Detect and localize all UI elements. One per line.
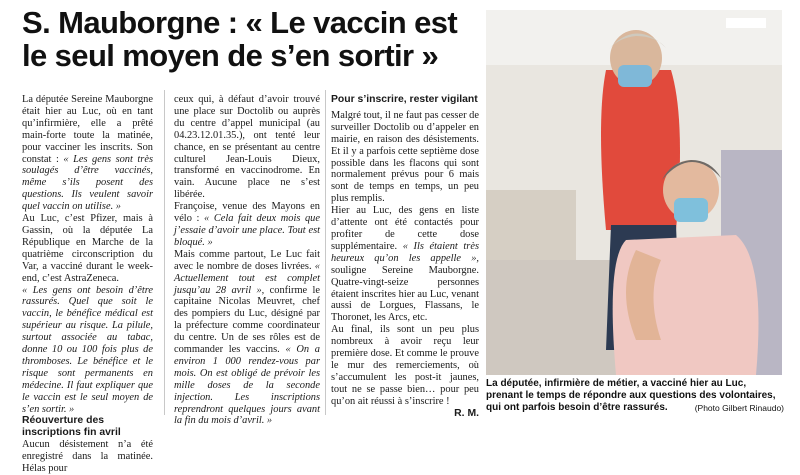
news-photo [486, 10, 782, 375]
paragraph: Au Luc, c’est Pfizer, mais à Gassin, où la députée La République en Marche de la quatrième circonscription du Var, a vacciné durant le week-end, c’est AstraZeneca. [22, 213, 153, 284]
photo-credit: (Photo Gilbert Rinaudo) [694, 402, 784, 413]
quote: « Les gens sont très soulagés d’être vaccinés, même s’ils posent des questions. Ils veulent savoir quel vaccin on utilise. » [22, 153, 153, 213]
photo-caption [486, 378, 784, 414]
paragraph [174, 249, 320, 428]
caption-text: La députée, infirmière de métier, a vacciné hier au Luc, prenant le temps de répondre aux questions des volontaires, qui ont parfois besoin d’être rassurés. [486, 378, 776, 413]
paragraph: Aucun désistement n’a été enregistré dans la matinée. Hélas pour [22, 439, 153, 475]
column-divider [164, 90, 165, 415]
text: Françoise, venue des Mayons en vélo : [174, 201, 320, 225]
paragraph: ceux qui, à défaut d’avoir trouvé une place sur Doctolib ou auprès du centre d’appel municipal (au 04.23.12.01.35.), ont tenté leur chance, en se présentant au centre culturel Jean-Louis Dieux, transformé en vaccinodrome. En vain. Aucune place ne s’est libérée. [174, 94, 320, 201]
headline: S. Mauborgne : « Le vaccin est le seul moyen de s’en sortir » [22, 5, 458, 73]
article-column-1 [22, 94, 153, 475]
quote: « Les gens ont besoin d’être rassurés. Quel que soit le vaccin, le bénéfice médical est supérieur au risque. La pilule, surtout associée au tabac, donne 10 ou 100 fois plus de thromboses. Le bénéfice et le risque sont permanents en médecine. Il faut expliquer que le vaccin est le seul moyen de s’en sortir. » [22, 284, 153, 415]
text: souligne Sereine Mauborgne. Quatre-vingt-seize personnes étaient inscrites hier au Luc, venant aussi de Lorgues, Flassans, le Thoronet, les Arcs, etc. [331, 264, 479, 324]
subheading: Pour s’inscrire, rester vigilant [331, 94, 478, 105]
quote: « Actuellement tout est complet jusqu’au 28 avril », [174, 260, 320, 296]
text: Mais comme partout, Le Luc fait avec le nombre de doses livrées. [174, 248, 320, 272]
article-column-2 [174, 94, 320, 427]
paragraph [174, 201, 320, 249]
text: confirme le capitaine Nicolas Meuvret, chef des pompiers du Luc, désigné par la préfecture comme coordinateur du centre. Un de ses rôles est de commander les vaccins. [174, 284, 321, 356]
article-column-3 [331, 94, 479, 419]
paragraph [331, 205, 479, 324]
author-signature: R. M. [454, 407, 479, 419]
paragraph: Au final, ils sont un peu plus nombreux à avoir reçu leur première dose. Et comme le prouve le mur des remerciements, où s’accumulent les post-it jaunes, tout ne se passe bien… pour peu qu’on ait réussi à s’inscrire ! [331, 324, 479, 407]
quote: « Ils étaient très heureux qu’on les appelle », [331, 240, 479, 264]
quote: « On a environ 1 000 rendez-vous par mois. On est obligé de prévoir les mille doses de la seconde injection. Les inscriptions reprendront quelques jours avant la fin du mois d’avril. » [174, 344, 320, 427]
intro-text: La députée Sereine Mauborgne était hier au Luc, où en tant qu’infirmière, elle a prêté main-forte toute la matinée, pour vacciner les inscrits. Son constat : [22, 94, 153, 165]
paragraph [22, 94, 153, 213]
paragraph: Malgré tout, il ne faut pas cesser de surveiller Doctolib ou d’appeler en mairie, en raison des désistements. Et il y a parfois cette septième dose possible dans les flacons qui sont normalement prévus pour 6 mais sont de temps en temps, un peu plus remplis. [331, 109, 479, 205]
quote: « Cela fait deux mois que j’essaie d’avoir une place. Tout est bloqué. » [174, 213, 320, 248]
subheading: Réouverture des inscriptions fin avril [22, 415, 121, 439]
quote-paragraph [22, 285, 153, 416]
column-divider [325, 90, 326, 415]
text: Hier au Luc, des gens en liste d’attente ont été contactés pour profiter de cette dose supplémentaire. [331, 205, 479, 252]
